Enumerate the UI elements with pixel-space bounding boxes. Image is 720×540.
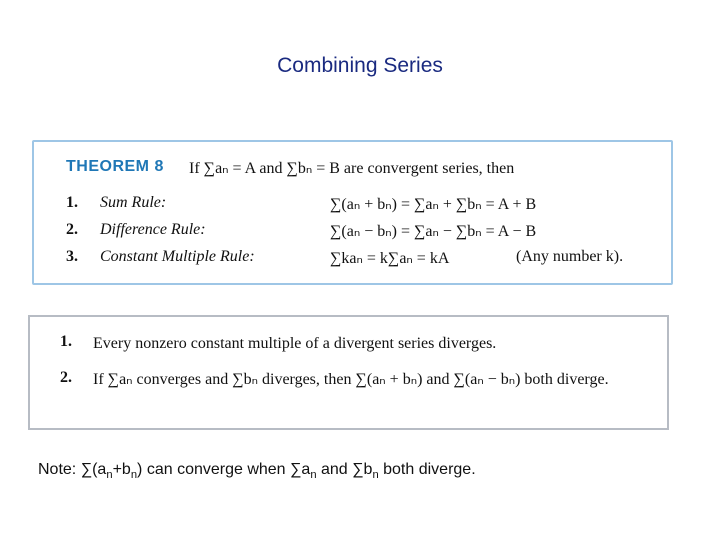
rule-formula: ∑(aₙ − bₙ) = ∑aₙ − ∑bₙ = A − B [330, 223, 537, 240]
divergence-box [28, 315, 669, 430]
theorem-intro: If ∑aₙ = A and ∑bₙ = B are convergent series, then [189, 160, 515, 177]
rule-formula: ∑kaₙ = k∑aₙ = kA [330, 250, 450, 267]
slide-title: Combining Series [277, 54, 443, 77]
rule-name: Constant Multiple Rule: [100, 248, 255, 265]
rule-formula: ∑(aₙ + bₙ) = ∑aₙ + ∑bₙ = A + B [330, 196, 537, 213]
note-subscript: n [372, 469, 379, 482]
note-subscript: n [310, 469, 317, 482]
note-part: and ∑b [316, 461, 373, 478]
rule-name: Difference Rule: [100, 221, 206, 238]
rule-number: 1. [66, 194, 78, 211]
note-subscript: n [106, 469, 113, 482]
list-number: 2. [60, 369, 72, 386]
note-part: ∑(a [80, 461, 107, 478]
list-number: 1. [60, 333, 72, 350]
note-prefix: Note: [38, 461, 81, 478]
note-subscript: n [130, 469, 138, 482]
note-text [38, 461, 476, 481]
note-part: +b [112, 461, 131, 478]
rule-note: (Any number k). [516, 248, 624, 265]
theorem-label: THEOREM 8 [66, 158, 164, 175]
rule-name: Sum Rule: [100, 194, 167, 211]
note-part: ) can converge when ∑a [137, 461, 311, 478]
note-part: both diverge. [378, 461, 476, 478]
rule-number: 2. [66, 221, 78, 238]
list-text: If ∑aₙ converges and ∑bₙ diverges, then ∑(aₙ + bₙ) and ∑(aₙ − bₙ) both diverge. [93, 371, 609, 388]
list-text: Every nonzero constant multiple of a divergent series diverges. [93, 335, 497, 352]
theorem-box [32, 140, 673, 285]
rule-number: 3. [66, 248, 78, 265]
